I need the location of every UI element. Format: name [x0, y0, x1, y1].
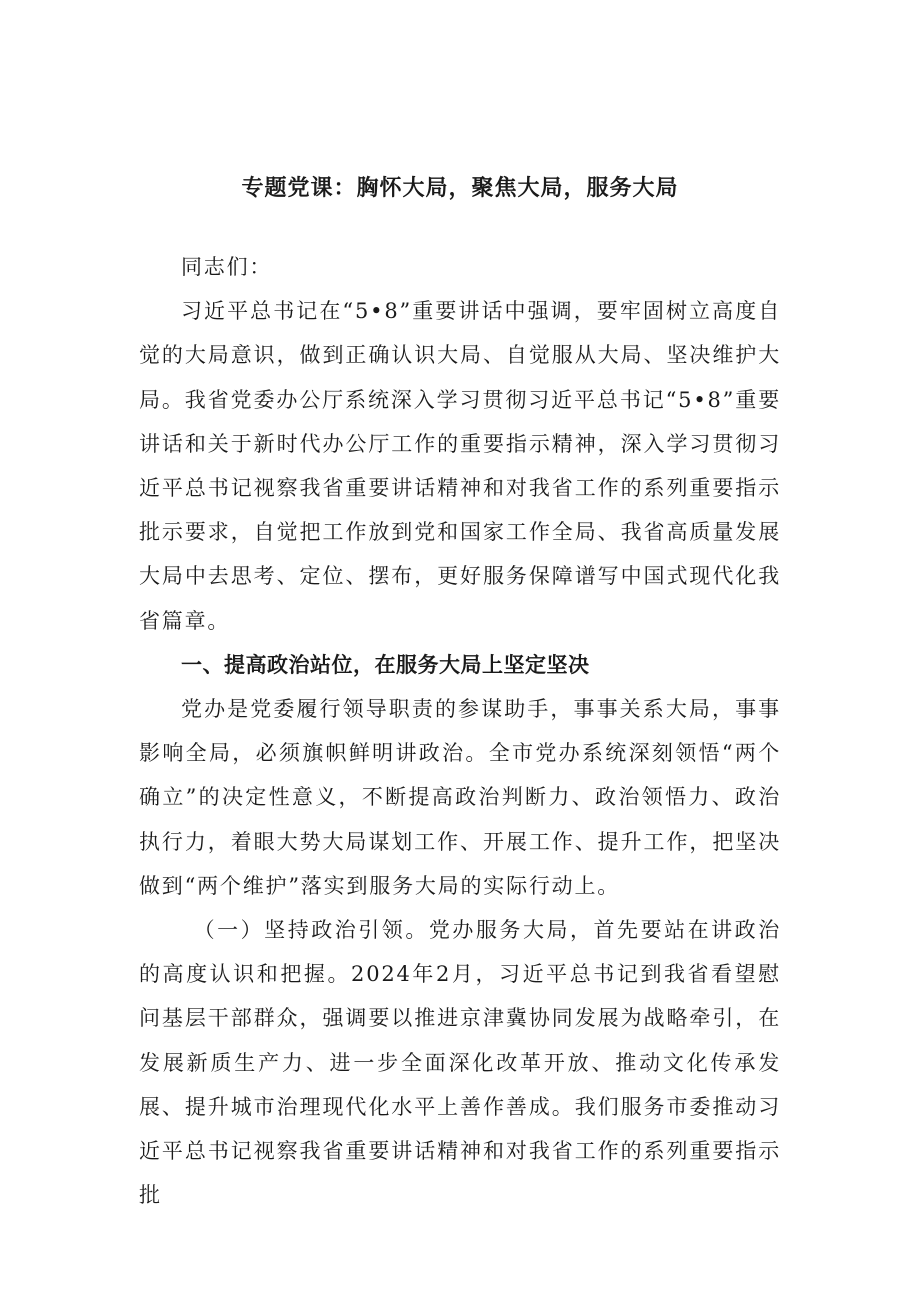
document-body	[139, 245, 781, 1217]
section-1-paragraph: 党办是党委履行领导职责的参谋助手，事事关系大局，事事影响全局，必须旗帜鲜明讲政治。全市党办系统深刻领悟“两个确立”的决定性意义，不断提高政治判断力、政治领悟力、政治执行力，着眼大势大局谋划工作、开展工作、提升工作，把坚决做到“两个维护”落实到服务大局的实际行动上。	[139, 697, 781, 898]
subsection-1-paragraph: （一）坚持政治引领。党办服务大局，首先要站在讲政治的高度认识和把握。2024年2月，习近平总书记到我省看望慰问基层干部群众，强调要以推进京津冀协同发展为战略牵引，在发展新质生产力、进一步全面深化改革开放、推动文化传承发展、提升城市治理现代化水平上善作善成。我们服务市委推动习近平总书记视察我省重要讲话精神和对我省工作的系列重要指示批	[139, 918, 781, 1208]
intro-paragraph: 习近平总书记在“5•8”重要讲话中强调，要牢固树立高度自觉的大局意识，做到正确认识大局、自觉服从大局、坚决维护大局。我省党委办公厅系统深入学习贯彻习近平总书记“5•8”重要讲话和关于新时代办公厅工作的重要指示精神，深入学习贯彻习近平总书记视察我省重要讲话精神和对我省工作的系列重要指示批示要求，自觉把工作放到党和国家工作全局、我省高质量发展大局中去思考、定位、摆布，更好服务保障谱写中国式现代化我省篇章。	[139, 299, 781, 633]
salutation: 同志们：	[181, 255, 273, 279]
document-title: 专题党课：胸怀大局，聚焦大局，服务大局	[241, 176, 679, 201]
section-1-heading: 一、提高政治站位，在服务大局上坚定坚决	[181, 652, 590, 677]
